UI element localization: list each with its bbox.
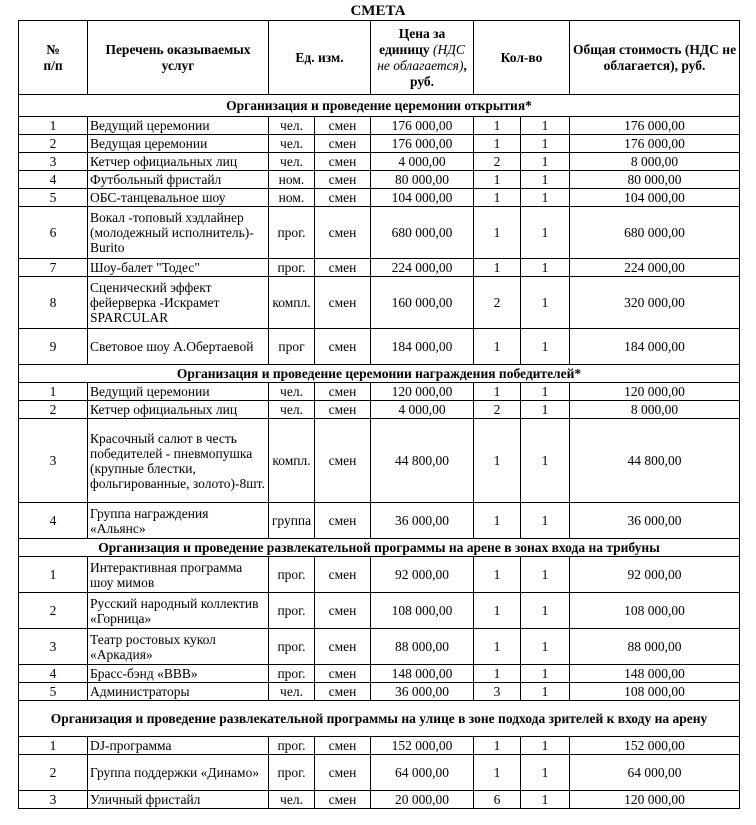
period-cell: смен [315,665,371,683]
service-name: Ведущий церемонии [88,117,269,135]
section-title: Организация и проведение церемонии открытия* [19,95,740,117]
service-name: Группа награждения «Альянс» [88,503,269,539]
unit-cell: прог [269,329,315,365]
table-row [19,503,740,539]
shift-count: 1 [521,629,570,665]
section-row [19,539,740,557]
total-cost: 44 800,00 [570,419,740,503]
header-price-vat-note: (НДС не облагается) [377,41,465,73]
table-row [19,683,740,701]
service-name: Ведущая церемонии [88,135,269,153]
unit-price: 108 000,00 [371,593,474,629]
quantity: 1 [474,171,521,189]
section-row [19,95,740,117]
shift-count: 1 [521,383,570,401]
estimate-table [18,20,740,809]
quantity: 2 [474,401,521,419]
quantity: 3 [474,683,521,701]
service-name: Уличный фристайл [88,791,269,809]
row-number: 1 [19,117,88,135]
unit-price: 160 000,00 [371,277,474,329]
total-cost: 176 000,00 [570,117,740,135]
shift-count: 1 [521,755,570,791]
shift-count: 1 [521,117,570,135]
total-cost: 108 000,00 [570,593,740,629]
table-row [19,117,740,135]
row-number: 6 [19,207,88,259]
table-row [19,171,740,189]
unit-price: 120 000,00 [371,383,474,401]
service-name: Группа поддержки «Динамо» [88,755,269,791]
period-cell: смен [315,683,371,701]
table-row [19,135,740,153]
row-number: 4 [19,171,88,189]
table-row [19,189,740,207]
shift-count: 1 [521,557,570,593]
service-name: Кетчер официальных лиц [88,153,269,171]
row-number: 8 [19,277,88,329]
unit-price: 80 000,00 [371,171,474,189]
table-row [19,791,740,809]
period-cell: смен [315,629,371,665]
unit-cell: ном. [269,171,315,189]
total-cost: 184 000,00 [570,329,740,365]
header-unit: Ед. изм. [269,21,371,95]
row-number: 7 [19,259,88,277]
period-cell: смен [315,117,371,135]
table-row [19,383,740,401]
quantity: 1 [474,503,521,539]
period-cell: смен [315,135,371,153]
unit-cell: чел. [269,135,315,153]
unit-price: 148 000,00 [371,665,474,683]
row-number: 1 [19,383,88,401]
period-cell: смен [315,593,371,629]
period-cell: смен [315,737,371,755]
service-name: ОБС-танцевальное шоу [88,189,269,207]
service-name: Брасс-бэнд «BBB» [88,665,269,683]
unit-price: 224 000,00 [371,259,474,277]
total-cost: 320 000,00 [570,277,740,329]
total-cost: 8 000,00 [570,401,740,419]
period-cell: смен [315,791,371,809]
header-num: № п/п [19,21,88,95]
header-price-text: Цена за единицу [379,25,446,57]
row-number: 1 [19,737,88,755]
shift-count: 1 [521,329,570,365]
table-row [19,153,740,171]
unit-cell: прог. [269,755,315,791]
row-number: 4 [19,503,88,539]
table-row [19,665,740,683]
service-name: Ведущий церемонии [88,383,269,401]
quantity: 2 [474,153,521,171]
unit-price: 4 000,00 [371,401,474,419]
unit-price: 20 000,00 [371,791,474,809]
row-number: 2 [19,593,88,629]
quantity: 1 [474,117,521,135]
quantity: 1 [474,557,521,593]
unit-price: 152 000,00 [371,737,474,755]
service-name: Русский народный коллектив «Горница» [88,593,269,629]
quantity: 1 [474,383,521,401]
shift-count: 1 [521,683,570,701]
section-title: Организация и проведение церемонии награждения победителей* [19,365,740,383]
unit-cell: прог. [269,593,315,629]
total-cost: 80 000,00 [570,171,740,189]
unit-cell: компл. [269,419,315,503]
table-row [19,737,740,755]
unit-cell: чел. [269,153,315,171]
period-cell: смен [315,503,371,539]
total-cost: 8 000,00 [570,153,740,171]
table-row [19,259,740,277]
quantity: 1 [474,593,521,629]
unit-price: 64 000,00 [371,755,474,791]
unit-price: 176 000,00 [371,117,474,135]
section-title: Организация и проведение развлекательной программы на улице в зоне подхода зрителей к входу на арену [19,701,740,737]
shift-count: 1 [521,135,570,153]
shift-count: 1 [521,791,570,809]
unit-price: 44 800,00 [371,419,474,503]
unit-cell: чел. [269,401,315,419]
period-cell: смен [315,557,371,593]
period-cell: смен [315,329,371,365]
shift-count: 1 [521,171,570,189]
table-row [19,207,740,259]
period-cell: смен [315,401,371,419]
row-number: 1 [19,557,88,593]
row-number: 2 [19,401,88,419]
unit-cell: чел. [269,791,315,809]
header-service: Перечень оказываемых услуг [88,21,269,95]
shift-count: 1 [521,737,570,755]
service-name: Сценический эффект фейерверка -Искрамет SPARCULAR [88,277,269,329]
table-row [19,419,740,503]
row-number: 5 [19,683,88,701]
shift-count: 1 [521,277,570,329]
unit-cell: чел. [269,117,315,135]
period-cell: смен [315,277,371,329]
service-name: Шоу-балет "Тодес" [88,259,269,277]
period-cell: смен [315,207,371,259]
table-row [19,277,740,329]
unit-price: 36 000,00 [371,503,474,539]
unit-price: 92 000,00 [371,557,474,593]
period-cell: смен [315,259,371,277]
table-row [19,557,740,593]
unit-price: 36 000,00 [371,683,474,701]
row-number: 3 [19,629,88,665]
shift-count: 1 [521,401,570,419]
unit-price: 88 000,00 [371,629,474,665]
total-cost: 120 000,00 [570,791,740,809]
quantity: 1 [474,135,521,153]
table-row [19,401,740,419]
period-cell: смен [315,153,371,171]
unit-price: 680 000,00 [371,207,474,259]
unit-price: 184 000,00 [371,329,474,365]
period-cell: смен [315,189,371,207]
section-title: Организация и проведение развлекательной программы на арене в зонах входа на трибуны [19,539,740,557]
total-cost: 92 000,00 [570,557,740,593]
row-number: 2 [19,755,88,791]
service-name: Интерактивная программа шоу мимов [88,557,269,593]
service-name: Кетчер официальных лиц [88,401,269,419]
total-cost: 36 000,00 [570,503,740,539]
shift-count: 1 [521,419,570,503]
period-cell: смен [315,755,371,791]
unit-price: 4 000,00 [371,153,474,171]
table-row [19,329,740,365]
quantity: 2 [474,277,521,329]
quantity: 1 [474,259,521,277]
total-cost: 104 000,00 [570,189,740,207]
header-total: Общая стоимость (НДС не облагается), руб. [570,21,740,95]
shift-count: 1 [521,153,570,171]
row-number: 5 [19,189,88,207]
quantity: 1 [474,737,521,755]
quantity: 1 [474,419,521,503]
row-number: 3 [19,419,88,503]
unit-cell: ном. [269,189,315,207]
row-number: 2 [19,135,88,153]
row-number: 3 [19,791,88,809]
unit-cell: прог. [269,665,315,683]
quantity: 1 [474,665,521,683]
unit-cell: прог. [269,259,315,277]
total-cost: 224 000,00 [570,259,740,277]
header-row [19,21,740,95]
service-name: DJ-программа [88,737,269,755]
unit-cell: прог. [269,629,315,665]
service-name: Футбольный фристайл [88,171,269,189]
shift-count: 1 [521,503,570,539]
shift-count: 1 [521,665,570,683]
quantity: 1 [474,755,521,791]
shift-count: 1 [521,593,570,629]
total-cost: 148 000,00 [570,665,740,683]
total-cost: 152 000,00 [570,737,740,755]
total-cost: 108 000,00 [570,683,740,701]
table-row [19,629,740,665]
total-cost: 88 000,00 [570,629,740,665]
shift-count: 1 [521,259,570,277]
unit-cell: группа [269,503,315,539]
total-cost: 64 000,00 [570,755,740,791]
table-row [19,593,740,629]
unit-price: 176 000,00 [371,135,474,153]
row-number: 3 [19,153,88,171]
shift-count: 1 [521,207,570,259]
unit-cell: компл. [269,277,315,329]
quantity: 1 [474,329,521,365]
unit-cell: прог. [269,557,315,593]
section-row [19,701,740,737]
row-number: 9 [19,329,88,365]
unit-cell: чел. [269,683,315,701]
estimate-body [19,95,740,809]
table-row [19,755,740,791]
header-qty: Кол-во [474,21,570,95]
quantity: 1 [474,189,521,207]
section-row [19,365,740,383]
service-name: Вокал -топовый хэдлайнер (молодежный исполнитель)-Burito [88,207,269,259]
service-name: Театр ростовых кукол «Аркадия» [88,629,269,665]
unit-cell: чел. [269,383,315,401]
service-name: Световое шоу А.Обертаевой [88,329,269,365]
quantity: 6 [474,791,521,809]
unit-cell: прог. [269,737,315,755]
unit-price: 104 000,00 [371,189,474,207]
total-cost: 680 000,00 [570,207,740,259]
quantity: 1 [474,629,521,665]
period-cell: смен [315,419,371,503]
shift-count: 1 [521,189,570,207]
service-name: Красочный салют в честь победителей - пневмопушка (крупные блестки, фольгированные, золото)-8шт. [88,419,269,503]
row-number: 4 [19,665,88,683]
total-cost: 176 000,00 [570,135,740,153]
period-cell: смен [315,171,371,189]
period-cell: смен [315,383,371,401]
service-name: Администраторы [88,683,269,701]
document-title: СМЕТА [350,3,406,19]
unit-cell: прог. [269,207,315,259]
header-price [371,21,474,95]
header-price-currency: , руб. [410,57,467,89]
quantity: 1 [474,207,521,259]
total-cost: 120 000,00 [570,383,740,401]
